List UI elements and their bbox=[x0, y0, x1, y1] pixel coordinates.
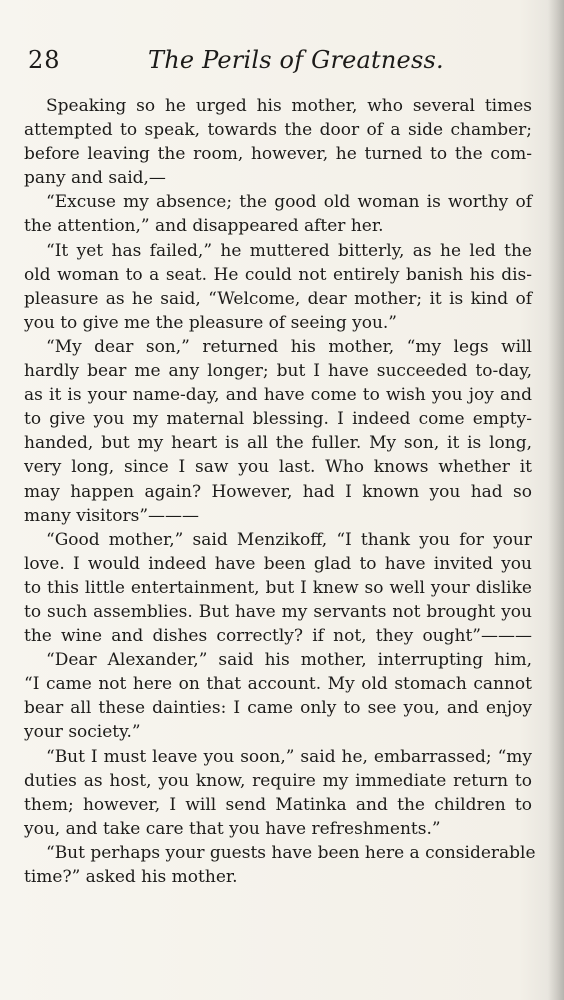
text-line: to such assemblies. But have my servants not brought you bbox=[24, 601, 532, 622]
text-line: attempted to speak, towards the door of a side chamber; bbox=[24, 120, 532, 141]
text-line: your society.” bbox=[24, 722, 141, 743]
text-line: very long, since I saw you last. Who knows whether it bbox=[24, 457, 532, 478]
text-line: the attention,” and disappeared after her. bbox=[24, 216, 384, 237]
text-line: “It yet has failed,” he muttered bitterly, as he led the bbox=[46, 240, 532, 261]
text-line: to give you my maternal blessing. I indeed come empty- bbox=[24, 409, 532, 430]
text-line: hardly bear me any longer; but I have succeeded to-day, bbox=[24, 361, 532, 382]
text-line: bear all these dainties: I came only to see you, and enjoy bbox=[24, 698, 532, 719]
text-line: duties as host, you know, require my immediate return to bbox=[24, 770, 532, 791]
text-line: you to give me the pleasure of seeing you.” bbox=[24, 312, 397, 333]
text-line: them; however, I will send Matinka and the children to bbox=[24, 794, 532, 815]
text-line: “But perhaps your guests have been here a considerable bbox=[46, 842, 536, 863]
text-line: Speaking so he urged his mother, who several times bbox=[46, 96, 532, 116]
text-line: “Excuse my absence; the good old woman is worthy of bbox=[46, 192, 532, 213]
text-line: “But I must leave you soon,” said he, embarrassed; “my bbox=[46, 746, 532, 767]
text-line: “Dear Alexander,” said his mother, interrupting him, bbox=[46, 650, 532, 671]
text-line: “I came not here on that account. My old stomach cannot bbox=[24, 674, 532, 695]
text-line: the wine and dishes correctly? if not, they ought”——— bbox=[24, 626, 532, 647]
text-line: love. I would indeed have been glad to have invited you bbox=[24, 553, 532, 574]
text-line: as it is your name-day, and have come to wish you joy and bbox=[24, 385, 532, 406]
text-line: handed, but my heart is all the fuller. My son, it is long, bbox=[24, 433, 532, 454]
page-header bbox=[28, 46, 512, 80]
text-line: you, and take care that you have refreshments.” bbox=[24, 818, 441, 839]
page-edge-shadow bbox=[548, 0, 564, 1000]
text-line: time?” asked his mother. bbox=[24, 867, 238, 887]
page-number: 28 bbox=[28, 46, 61, 74]
text-line: many visitors”——— bbox=[24, 505, 200, 526]
text-line: “My dear son,” returned his mother, “my legs will bbox=[46, 336, 532, 357]
text-line: pany and said,— bbox=[24, 168, 166, 189]
body-text bbox=[24, 94, 536, 889]
text-line: may happen again? However, had I known you had so bbox=[24, 481, 532, 502]
text-line: before leaving the room, however, he turned to the com- bbox=[24, 144, 532, 165]
text-line: pleasure as he said, “Welcome, dear mother; it is kind of bbox=[24, 288, 532, 309]
text-line: to this little entertainment, but I knew so well your dislike bbox=[24, 577, 532, 598]
text-line: old woman to a seat. He could not entirely banish his dis- bbox=[24, 264, 532, 285]
running-head-title: The Perils of Greatness. bbox=[148, 46, 444, 74]
text-line: “Good mother,” said Menzikoff, “I thank you for your bbox=[46, 529, 532, 550]
